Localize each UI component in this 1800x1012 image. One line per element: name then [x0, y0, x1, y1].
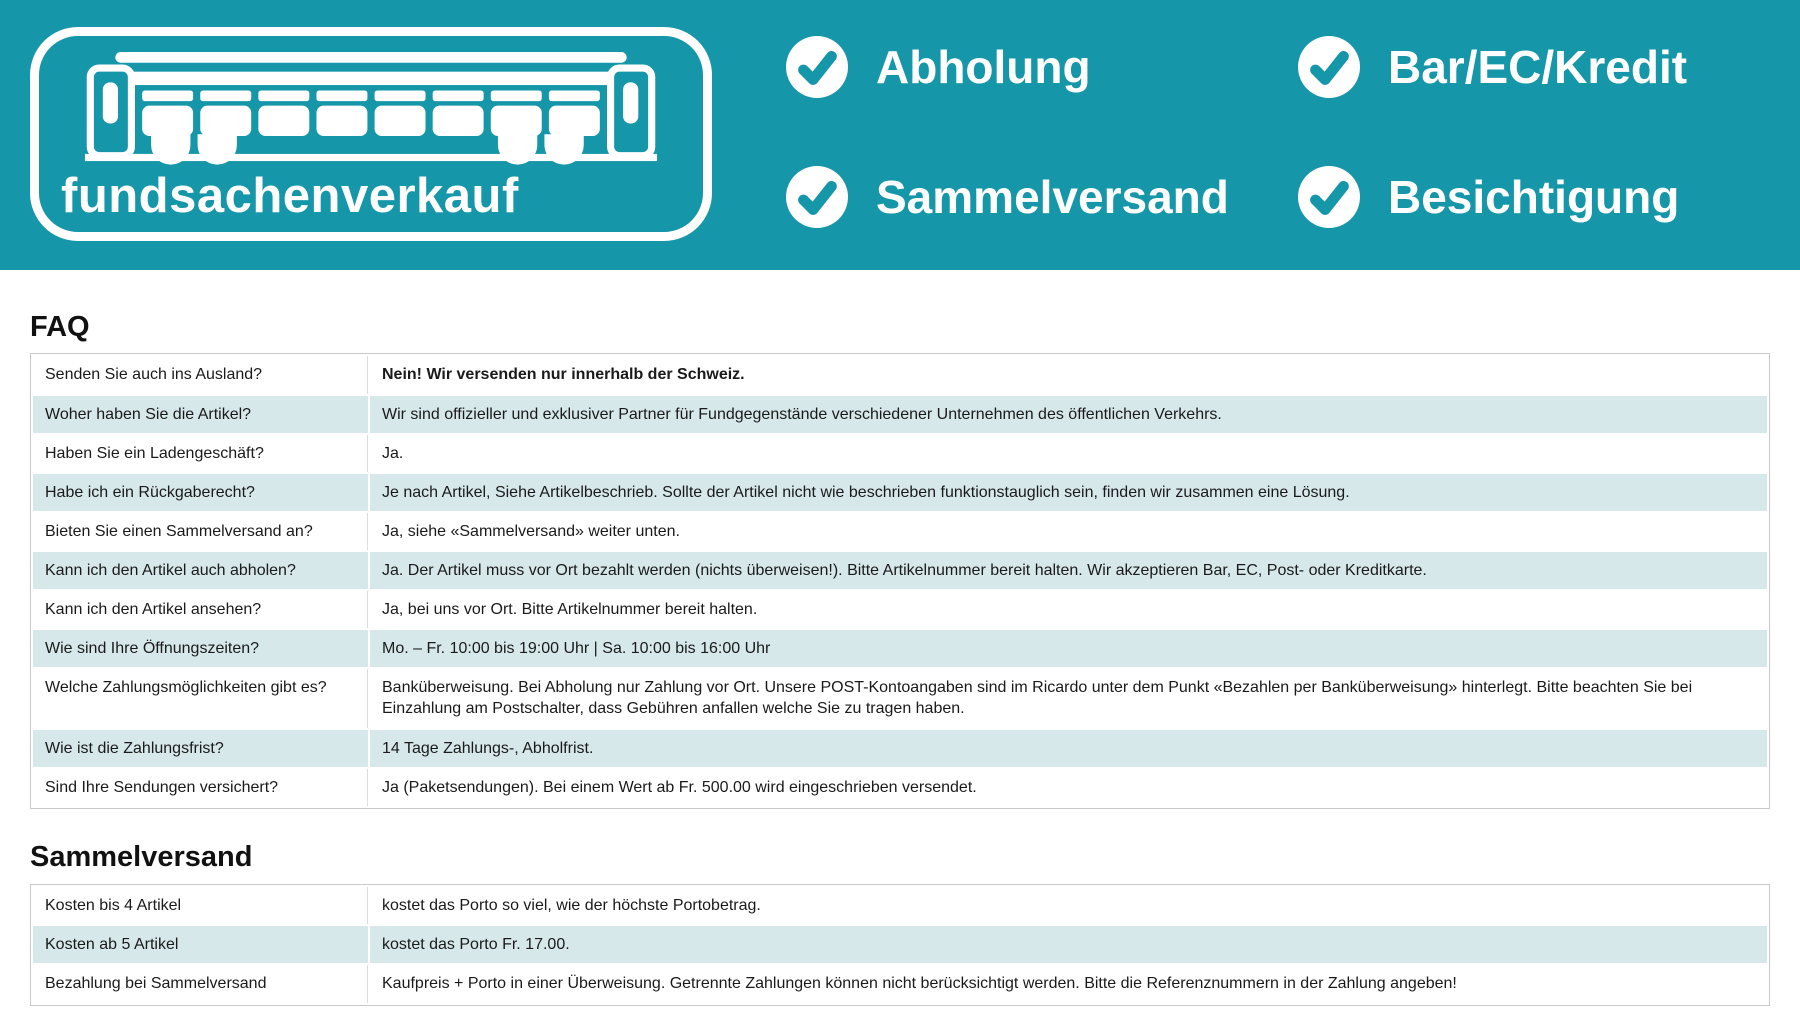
answer-cell: Nein! Wir versenden nur innerhalb der Schweiz.: [370, 356, 1767, 393]
feature-abholung: [786, 36, 1091, 98]
header-banner: [0, 0, 1800, 270]
question-cell: Kosten ab 5 Artikel: [33, 926, 368, 963]
question-cell: Bieten Sie einen Sammelversand an?: [33, 513, 368, 550]
logo-text: fundsachenverkauf: [61, 169, 519, 223]
feature-label: Bar/EC/Kredit: [1388, 41, 1688, 93]
question-cell: Kann ich den Artikel auch abholen?: [33, 552, 368, 589]
question-cell: Habe ich ein Rückgaberecht?: [33, 474, 368, 511]
table-row: [33, 926, 1767, 963]
table-row: [33, 669, 1767, 727]
faq-table: [30, 353, 1770, 808]
question-cell: Sind Ihre Sendungen versichert?: [33, 769, 368, 806]
check-circle-icon: [786, 36, 848, 98]
faq-title: FAQ: [30, 311, 90, 343]
feature-bar-ec-kredit: [1298, 36, 1687, 98]
table-row: [33, 356, 1767, 393]
check-circle-icon: [786, 166, 848, 228]
table-row: [33, 435, 1767, 472]
question-cell: Welche Zahlungsmöglichkeiten gibt es?: [33, 669, 368, 727]
question-cell: Woher haben Sie die Artikel?: [33, 396, 368, 433]
answer-cell: Ja (Paketsendungen). Bei einem Wert ab Fr. 500.00 wird eingeschrieben versendet.: [370, 769, 1767, 806]
answer-cell: Ja, bei uns vor Ort. Bitte Artikelnummer bereit halten.: [370, 591, 1767, 628]
train-coach-icon: [65, 52, 677, 170]
table-row: [33, 591, 1767, 628]
answer-cell: Wir sind offizieller und exklusiver Partner für Fundgegenstände verschiedener Unternehmen des öffentlichen Verkehrs.: [370, 396, 1767, 433]
table-row: [33, 965, 1767, 1002]
answer-cell: Je nach Artikel, Siehe Artikelbeschrieb. Sollte der Artikel nicht wie beschrieben funktionstauglich sein, finden wir zusammen eine Lösung.: [370, 474, 1767, 511]
sammelversand-title: Sammelversand: [30, 840, 253, 873]
feature-label: Abholung: [876, 41, 1091, 93]
answer-cell: kostet das Porto so viel, wie der höchste Portobetrag.: [370, 887, 1767, 924]
answer-cell: Ja.: [370, 435, 1767, 472]
answer-cell: Ja, siehe «Sammelversand» weiter unten.: [370, 513, 1767, 550]
question-cell: Kann ich den Artikel ansehen?: [33, 591, 368, 628]
feature-sammelversand: [786, 166, 1229, 228]
table-row: [33, 630, 1767, 667]
table-row: [33, 730, 1767, 767]
feature-label: Sammelversand: [876, 171, 1229, 223]
answer-cell: 14 Tage Zahlungs-, Abholfrist.: [370, 730, 1767, 767]
question-cell: Haben Sie ein Ladengeschäft?: [33, 435, 368, 472]
table-row: [33, 396, 1767, 433]
feature-label: Besichtigung: [1388, 171, 1680, 223]
feature-besichtigung: [1298, 166, 1679, 228]
answer-cell: Kaufpreis + Porto in einer Überweisung. Getrennte Zahlungen können nicht berücksichtigt werden. Bitte die Referenznummern in der Zahlung angeben!: [370, 965, 1767, 1002]
table-row: [33, 887, 1767, 924]
answer-cell: Mo. – Fr. 10:00 bis 19:00 Uhr | Sa. 10:00 bis 16:00 Uhr: [370, 630, 1767, 667]
answer-cell: kostet das Porto Fr. 17.00.: [370, 926, 1767, 963]
sammelversand-table: [30, 884, 1770, 1005]
table-row: [33, 513, 1767, 550]
table-row: [33, 769, 1767, 806]
check-circle-icon: [1298, 36, 1360, 98]
page-content: [0, 312, 1800, 1006]
table-row: [33, 552, 1767, 589]
question-cell: Wie sind Ihre Öffnungszeiten?: [33, 630, 368, 667]
table-row: [33, 474, 1767, 511]
question-cell: Senden Sie auch ins Ausland?: [33, 356, 368, 393]
check-circle-icon: [1298, 166, 1360, 228]
question-cell: Kosten bis 4 Artikel: [33, 887, 368, 924]
fundsachenverkauf-logo: [30, 27, 712, 241]
question-cell: Wie ist die Zahlungsfrist?: [33, 730, 368, 767]
answer-cell: Ja. Der Artikel muss vor Ort bezahlt werden (nichts überweisen!). Bitte Artikelnummer bereit halten. Wir akzeptieren Bar, EC, Post- oder Kreditkarte.: [370, 552, 1767, 589]
answer-cell: Banküberweisung. Bei Abholung nur Zahlung vor Ort. Unsere POST-Kontoangaben sind im Ricardo unter dem Punkt «Bezahlen per Banküberweisung» hinterlegt. Bitte beachten Sie bei Einzahlung am Postschalter, dass Gebühren anfallen welche Sie zu tragen haben.: [370, 669, 1767, 727]
question-cell: Bezahlung bei Sammelversand: [33, 965, 368, 1002]
